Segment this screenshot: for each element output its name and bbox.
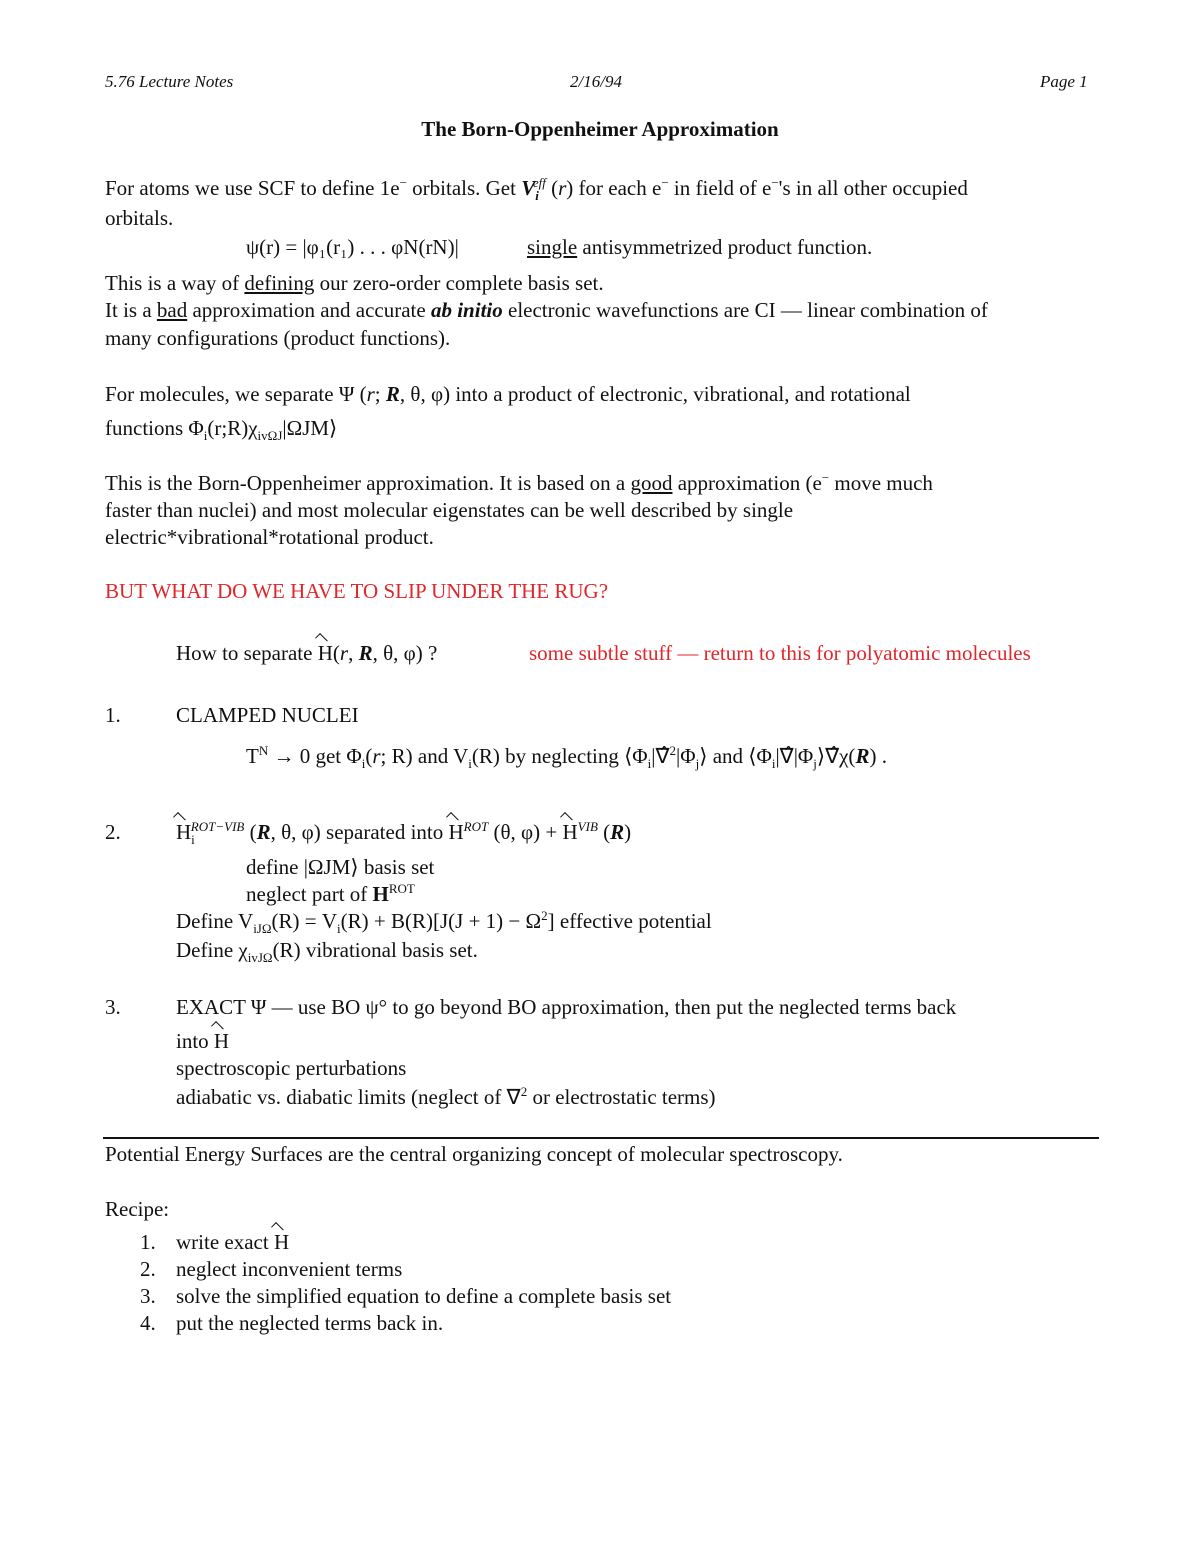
bo-line-2: faster than nuclei) and most molecular eigenstates can be well described by single [105, 498, 794, 522]
item-3-line-3: spectroscopic perturbations [176, 1056, 407, 1080]
recipe-step-3: solve the simplified equation to define a complete basis set [176, 1284, 672, 1308]
recipe-step-4-number: 4. [140, 1311, 156, 1335]
item-1-formula: $T^N \to 0$ get $\Phi_i(r$; R) and $V_i(R)$ by neglecting $⟨\Phi_i|\nablâ^2|\Phi_j⟩$ and $⟨\Phi_i|\nablâ|\Phi_j⟩\nablâ\chi(R)$ . [246, 743, 887, 772]
rug-heading: BUT WHAT DO WE HAVE TO SLIP UNDER THE RUG? [105, 579, 609, 603]
intro-line-4: This is a way of defining our zero-order complete basis set. [105, 271, 604, 295]
item-1-number: 1. [105, 703, 121, 727]
item-2-formula: $H_i^{ROT-VIB}$ (R, θ, φ) separated into $H^{ROT}$ (θ, $\varphi) + H^{VIB}$ (R) [176, 819, 632, 848]
header-page: Page 1 [1040, 72, 1088, 91]
recipe-step-2-number: 2. [140, 1257, 156, 1281]
header-course: 5.76 Lecture Notes [105, 72, 234, 91]
single-product-note: single antisymmetrized product function. [527, 235, 873, 259]
bo-line-3: electric*vibrational*rotational product. [105, 525, 434, 549]
intro-line-1: For atoms we use SCF to define 1e− orbitals. Get $V_i^{eff}$ (r) for each e− in field of e−'s in all other occupied [105, 175, 968, 204]
recipe-label: Recipe: [105, 1197, 170, 1221]
psi-equation: ψ(r) = |φ₁(r₁) . . . φN(rN)| [246, 235, 459, 259]
recipe-step-4: put the neglected terms back in. [176, 1311, 444, 1335]
pes-statement: Potential Energy Surfaces are the central organizing concept of molecular spectroscopy. [105, 1142, 843, 1166]
item-2-basis: define |ΩJM⟩ basis set [246, 855, 435, 879]
intro-line-5: It is a bad approximation and accurate ab initio electronic wavefunctions are CI — linear combination of [105, 298, 988, 322]
item-2-number: 2. [105, 820, 121, 844]
recipe-step-1: write exact H [176, 1230, 290, 1254]
recipe-step-1-number: 1. [140, 1230, 156, 1254]
header-date: 2/16/94 [570, 72, 622, 91]
howto-note: some subtle stuff — return to this for polyatomic molecules [529, 641, 1031, 665]
page-title: The Born-Oppenheimer Approximation [421, 117, 779, 141]
item-3-line-1: EXACT Ψ — use BO ψ° to go beyond BO approximation, then put the neglected terms back [176, 995, 957, 1019]
item-2-neglect: neglect part of $H^{ROT}$ [246, 881, 415, 906]
item-1-title: CLAMPED NUCLEI [176, 703, 359, 727]
section-divider [103, 1137, 1099, 1139]
howto-line: How to separate H(r, R, θ, φ) ? [176, 641, 438, 665]
bo-line-1: This is the Born-Oppenheimer approximation. It is based on a good approximation (e− move much [105, 470, 933, 495]
item-3-number: 3. [105, 995, 121, 1019]
recipe-step-3-number: 3. [140, 1284, 156, 1308]
item-3-line-2: into H [176, 1029, 230, 1053]
intro-line-2: orbitals. [105, 206, 174, 230]
item-3-line-4: adiabatic vs. diabatic limits (neglect of ∇$^2$ or electrostatic terms) [176, 1084, 716, 1109]
intro-line-6: many configurations (product functions). [105, 326, 451, 350]
recipe-step-2: neglect inconvenient terms [176, 1257, 403, 1281]
molecules-line-1: For molecules, we separate Ψ (r; R, θ, φ) into a product of electronic, vibrational, and rotational [105, 382, 911, 406]
item-2-potential: Define $V_{iJ\Omega}(R) = V_i(R) + B(R)[J(J + 1) - \Omega^2]$ effective potential [176, 908, 712, 937]
item-2-vibrational: Define $\chi_{ivJ\Omega}(R)$ vibrational basis set. [176, 938, 478, 966]
molecules-line-2: functions $\Phi_i(r;R)\chi_{iv\Omega J}|\Omega JM⟩$ [105, 416, 338, 444]
